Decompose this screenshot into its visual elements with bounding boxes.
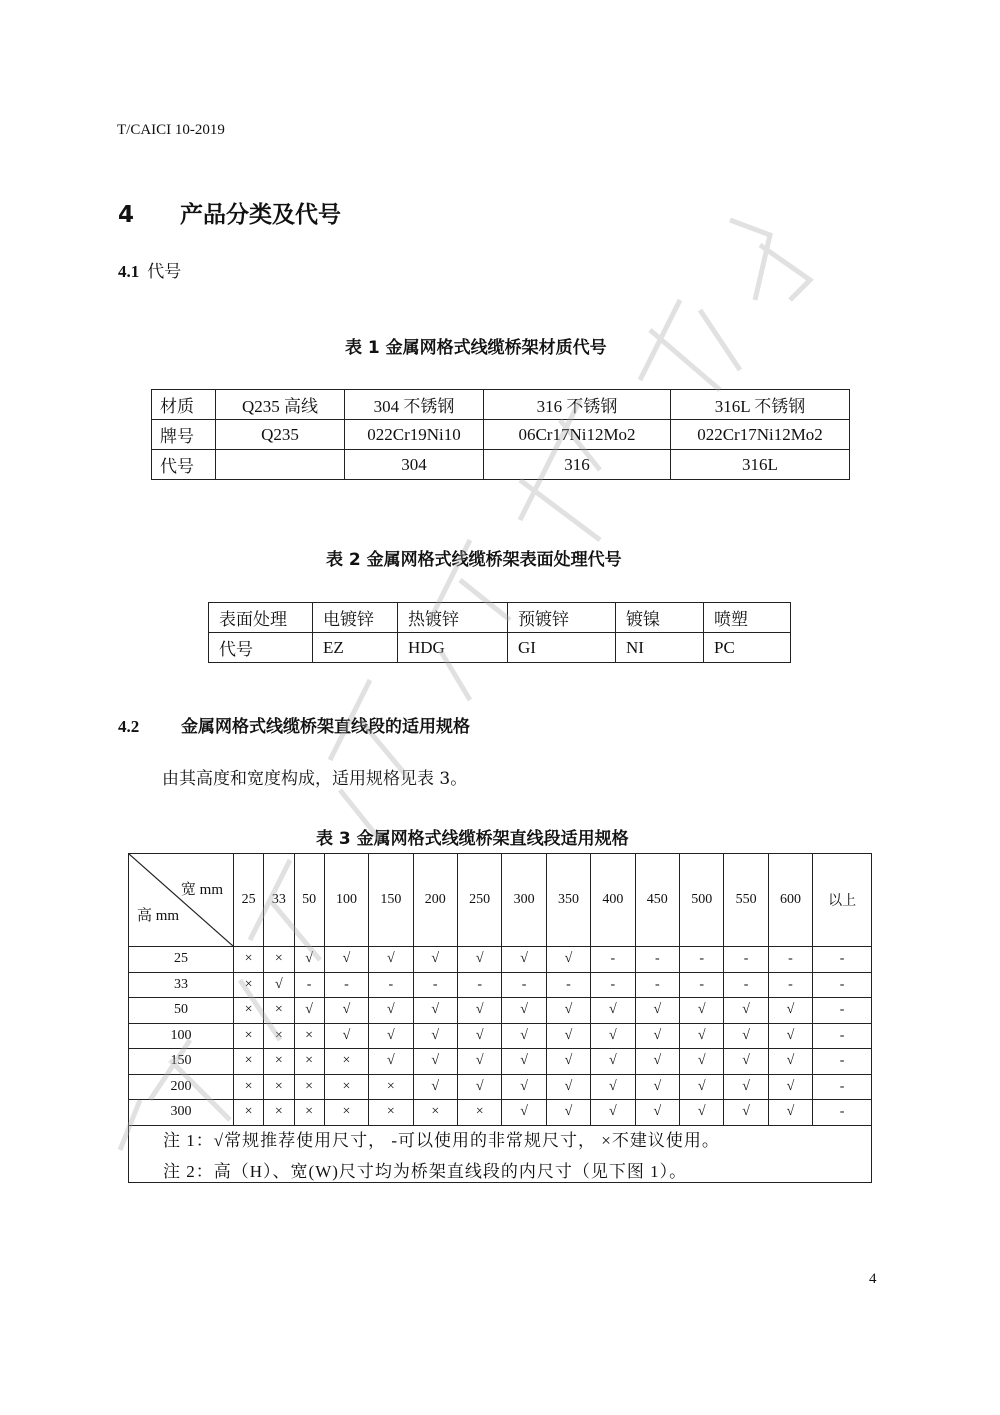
spec-cell: √ — [680, 998, 724, 1024]
section-title: 产品分类及代号 — [180, 202, 341, 228]
spec-cell: - — [591, 972, 635, 998]
table-row — [129, 1100, 872, 1126]
spec-cell: - — [413, 972, 457, 998]
table-header-row — [129, 854, 872, 947]
table-3-caption: 表 3 金属网格式线缆桥架直线段适用规格 — [316, 829, 629, 849]
spec-cell: √ — [768, 998, 812, 1024]
table-row — [152, 390, 850, 420]
spec-cell: - — [813, 1049, 872, 1075]
height-label-cell: 100 — [129, 1023, 234, 1049]
width-header-cell: 150 — [369, 854, 413, 947]
spec-cell: × — [324, 1100, 368, 1126]
spec-cell: √ — [457, 947, 501, 973]
section-number: 4.2 — [118, 717, 140, 736]
table-cell: 表面处理 — [209, 603, 313, 633]
table-cell: 材质 — [152, 390, 216, 420]
spec-cell: - — [813, 1100, 872, 1126]
document-code: T/CAICI 10-2019 — [117, 122, 225, 138]
spec-cell: √ — [502, 1100, 546, 1126]
spec-cell: - — [502, 972, 546, 998]
table-row — [129, 972, 872, 998]
spec-cell: √ — [768, 1049, 812, 1075]
spec-cell: √ — [413, 1023, 457, 1049]
table-cell: 304 不锈钢 — [345, 390, 484, 420]
spec-cell: × — [264, 1023, 294, 1049]
spec-cell: - — [813, 972, 872, 998]
height-label-cell: 50 — [129, 998, 234, 1024]
width-header-cell: 50 — [294, 854, 324, 947]
spec-cell: √ — [546, 1074, 590, 1100]
spec-cell: - — [813, 1074, 872, 1100]
spec-cell: - — [813, 947, 872, 973]
height-label-cell: 300 — [129, 1100, 234, 1126]
spec-cell: √ — [413, 1074, 457, 1100]
section-4-heading — [118, 196, 341, 229]
diagonal-header-cell — [129, 854, 234, 947]
spec-cell: × — [264, 1049, 294, 1075]
spec-cell: - — [768, 972, 812, 998]
table-cell: 316 不锈钢 — [484, 390, 671, 420]
table-cell: 代号 — [152, 450, 216, 480]
table-note — [129, 1125, 872, 1182]
spec-cell: √ — [724, 1074, 768, 1100]
table-cell: 316L — [671, 450, 850, 480]
spec-cell: √ — [264, 972, 294, 998]
table-row — [129, 998, 872, 1024]
spec-cell: × — [324, 1049, 368, 1075]
height-label-cell: 25 — [129, 947, 234, 973]
width-header-cell: 550 — [724, 854, 768, 947]
spec-cell: × — [294, 1049, 324, 1075]
spec-cell: - — [369, 972, 413, 998]
width-header-cell: 500 — [680, 854, 724, 947]
spec-cell: × — [234, 1074, 264, 1100]
spec-cell: - — [813, 1023, 872, 1049]
spec-cell: - — [680, 972, 724, 998]
table-row — [129, 1074, 872, 1100]
spec-cell: √ — [413, 1049, 457, 1075]
table-row — [129, 1023, 872, 1049]
height-label-cell: 33 — [129, 972, 234, 998]
spec-cell: × — [294, 1023, 324, 1049]
spec-cell: - — [324, 972, 368, 998]
spec-cell: × — [234, 972, 264, 998]
surface-treatment-table — [208, 602, 791, 663]
width-axis-label: 宽 mm — [180, 882, 223, 898]
spec-cell: √ — [724, 1023, 768, 1049]
spec-cell: √ — [324, 947, 368, 973]
spec-cell: × — [264, 1074, 294, 1100]
spec-cell: √ — [635, 1023, 679, 1049]
table-cell: 022Cr17Ni12Mo2 — [671, 420, 850, 450]
spec-cell: × — [369, 1074, 413, 1100]
table-cell: 喷塑 — [704, 603, 791, 633]
page-number: 4 — [869, 1271, 877, 1287]
spec-cell: √ — [502, 1074, 546, 1100]
spec-cell: × — [324, 1074, 368, 1100]
height-label-cell: 200 — [129, 1074, 234, 1100]
table-cell: EZ — [313, 633, 398, 663]
table-cell: 代号 — [209, 633, 313, 663]
table-cell: 牌号 — [152, 420, 216, 450]
spec-cell: √ — [369, 998, 413, 1024]
spec-cell: √ — [724, 1100, 768, 1126]
spec-cell: √ — [324, 998, 368, 1024]
width-header-cell: 以上 — [813, 854, 872, 947]
spec-cell: √ — [591, 1100, 635, 1126]
table-row — [129, 947, 872, 973]
table-cell: Q235 高线 — [216, 390, 345, 420]
spec-cell: √ — [768, 1023, 812, 1049]
table-row — [209, 603, 791, 633]
spec-cell: - — [813, 998, 872, 1024]
spec-cell: √ — [457, 1049, 501, 1075]
spec-cell: √ — [591, 1074, 635, 1100]
spec-cell: √ — [724, 998, 768, 1024]
table-row — [152, 420, 850, 450]
spec-cell: √ — [635, 1074, 679, 1100]
spec-cell: √ — [546, 1023, 590, 1049]
table-cell: 316 — [484, 450, 671, 480]
table-row — [209, 633, 791, 663]
spec-cell: √ — [635, 1100, 679, 1126]
table-cell: 电镀锌 — [313, 603, 398, 633]
table-cell: NI — [616, 633, 704, 663]
width-header-cell: 100 — [324, 854, 368, 947]
spec-cell: - — [457, 972, 501, 998]
note-1: 注 1：√常规推荐使用尺寸， -可以使用的非常规尺寸， ×不建议使用。 — [163, 1130, 720, 1150]
diagonal-line — [129, 854, 233, 946]
table-cell: Q235 — [216, 420, 345, 450]
spec-cell: × — [234, 1023, 264, 1049]
spec-cell: √ — [680, 1023, 724, 1049]
note-row — [129, 1125, 872, 1182]
spec-cell: √ — [635, 998, 679, 1024]
spec-cell: √ — [546, 998, 590, 1024]
table-row — [152, 450, 850, 480]
width-header-cell: 300 — [502, 854, 546, 947]
spec-cell: √ — [502, 1049, 546, 1075]
spec-cell: × — [457, 1100, 501, 1126]
straight-section-spec-table — [128, 853, 872, 1183]
spec-cell: √ — [457, 998, 501, 1024]
spec-cell: √ — [680, 1074, 724, 1100]
table-cell — [216, 450, 345, 480]
spec-cell: - — [768, 947, 812, 973]
spec-cell: √ — [324, 1023, 368, 1049]
spec-cell: × — [369, 1100, 413, 1126]
spec-cell: × — [264, 1100, 294, 1126]
spec-cell: √ — [680, 1049, 724, 1075]
spec-cell: × — [264, 998, 294, 1024]
spec-cell: × — [413, 1100, 457, 1126]
table-1-caption: 表 1 金属网格式线缆桥架材质代号 — [345, 338, 607, 358]
spec-cell: √ — [591, 1023, 635, 1049]
spec-cell: √ — [546, 947, 590, 973]
width-header-cell: 400 — [591, 854, 635, 947]
spec-cell: × — [294, 1100, 324, 1126]
width-header-cell: 450 — [635, 854, 679, 947]
table-row — [129, 1049, 872, 1075]
table-cell: HDG — [398, 633, 508, 663]
table-cell: GI — [508, 633, 616, 663]
section-4-1-heading — [118, 257, 181, 282]
table-cell: 预镀锌 — [508, 603, 616, 633]
height-axis-label: 高 mm — [137, 908, 180, 924]
width-header-cell: 350 — [546, 854, 590, 947]
width-header-cell: 25 — [234, 854, 264, 947]
section-4-2-heading — [118, 712, 470, 737]
spec-cell: - — [591, 947, 635, 973]
spec-cell: - — [546, 972, 590, 998]
spec-cell: √ — [413, 947, 457, 973]
spec-cell: √ — [413, 998, 457, 1024]
spec-cell: √ — [502, 1023, 546, 1049]
spec-cell: √ — [546, 1100, 590, 1126]
spec-cell: × — [234, 1100, 264, 1126]
spec-cell: - — [724, 972, 768, 998]
table-2-caption: 表 2 金属网格式线缆桥架表面处理代号 — [326, 550, 622, 570]
spec-cell: - — [294, 972, 324, 998]
spec-cell: √ — [680, 1100, 724, 1126]
spec-cell: - — [724, 947, 768, 973]
spec-cell: × — [234, 947, 264, 973]
width-header-cell: 200 — [413, 854, 457, 947]
table-cell: 304 — [345, 450, 484, 480]
table-cell: 镀镍 — [616, 603, 704, 633]
spec-cell: √ — [369, 1023, 413, 1049]
spec-cell: √ — [591, 1049, 635, 1075]
material-code-table — [151, 389, 850, 480]
section-title: 代号 — [147, 262, 182, 282]
spec-cell: √ — [369, 947, 413, 973]
width-header-cell: 600 — [768, 854, 812, 947]
section-number: 4.1 — [118, 262, 140, 281]
table-cell: PC — [704, 633, 791, 663]
table-cell: 022Cr19Ni10 — [345, 420, 484, 450]
note-2: 注 2：高（H）、宽(W)尺寸均为桥架直线段的内尺寸（见下图 1）。 — [163, 1161, 688, 1181]
section-title: 金属网格式线缆桥架直线段的适用规格 — [181, 717, 470, 737]
spec-cell: √ — [635, 1049, 679, 1075]
width-header-cell: 33 — [264, 854, 294, 947]
spec-cell: √ — [591, 998, 635, 1024]
spec-cell: √ — [768, 1074, 812, 1100]
width-header-cell: 250 — [457, 854, 501, 947]
spec-cell: - — [680, 947, 724, 973]
spec-cell: √ — [294, 998, 324, 1024]
table-cell: 316L 不锈钢 — [671, 390, 850, 420]
spec-cell: √ — [457, 1023, 501, 1049]
table-cell: 热镀锌 — [398, 603, 508, 633]
spec-cell: √ — [502, 998, 546, 1024]
spec-cell: × — [264, 947, 294, 973]
spec-cell: √ — [457, 1074, 501, 1100]
spec-cell: × — [234, 1049, 264, 1075]
spec-cell: √ — [724, 1049, 768, 1075]
spec-cell: √ — [546, 1049, 590, 1075]
spec-cell: √ — [502, 947, 546, 973]
body-paragraph: 由其高度和宽度构成，适用规格见表 3。 — [162, 769, 468, 789]
section-number: 4 — [118, 202, 135, 228]
spec-cell: × — [294, 1074, 324, 1100]
spec-cell: √ — [768, 1100, 812, 1126]
spec-cell: √ — [294, 947, 324, 973]
spec-cell: - — [635, 947, 679, 973]
spec-cell: - — [635, 972, 679, 998]
spec-cell: × — [234, 998, 264, 1024]
height-label-cell: 150 — [129, 1049, 234, 1075]
table-cell: 06Cr17Ni12Mo2 — [484, 420, 671, 450]
spec-cell: √ — [369, 1049, 413, 1075]
